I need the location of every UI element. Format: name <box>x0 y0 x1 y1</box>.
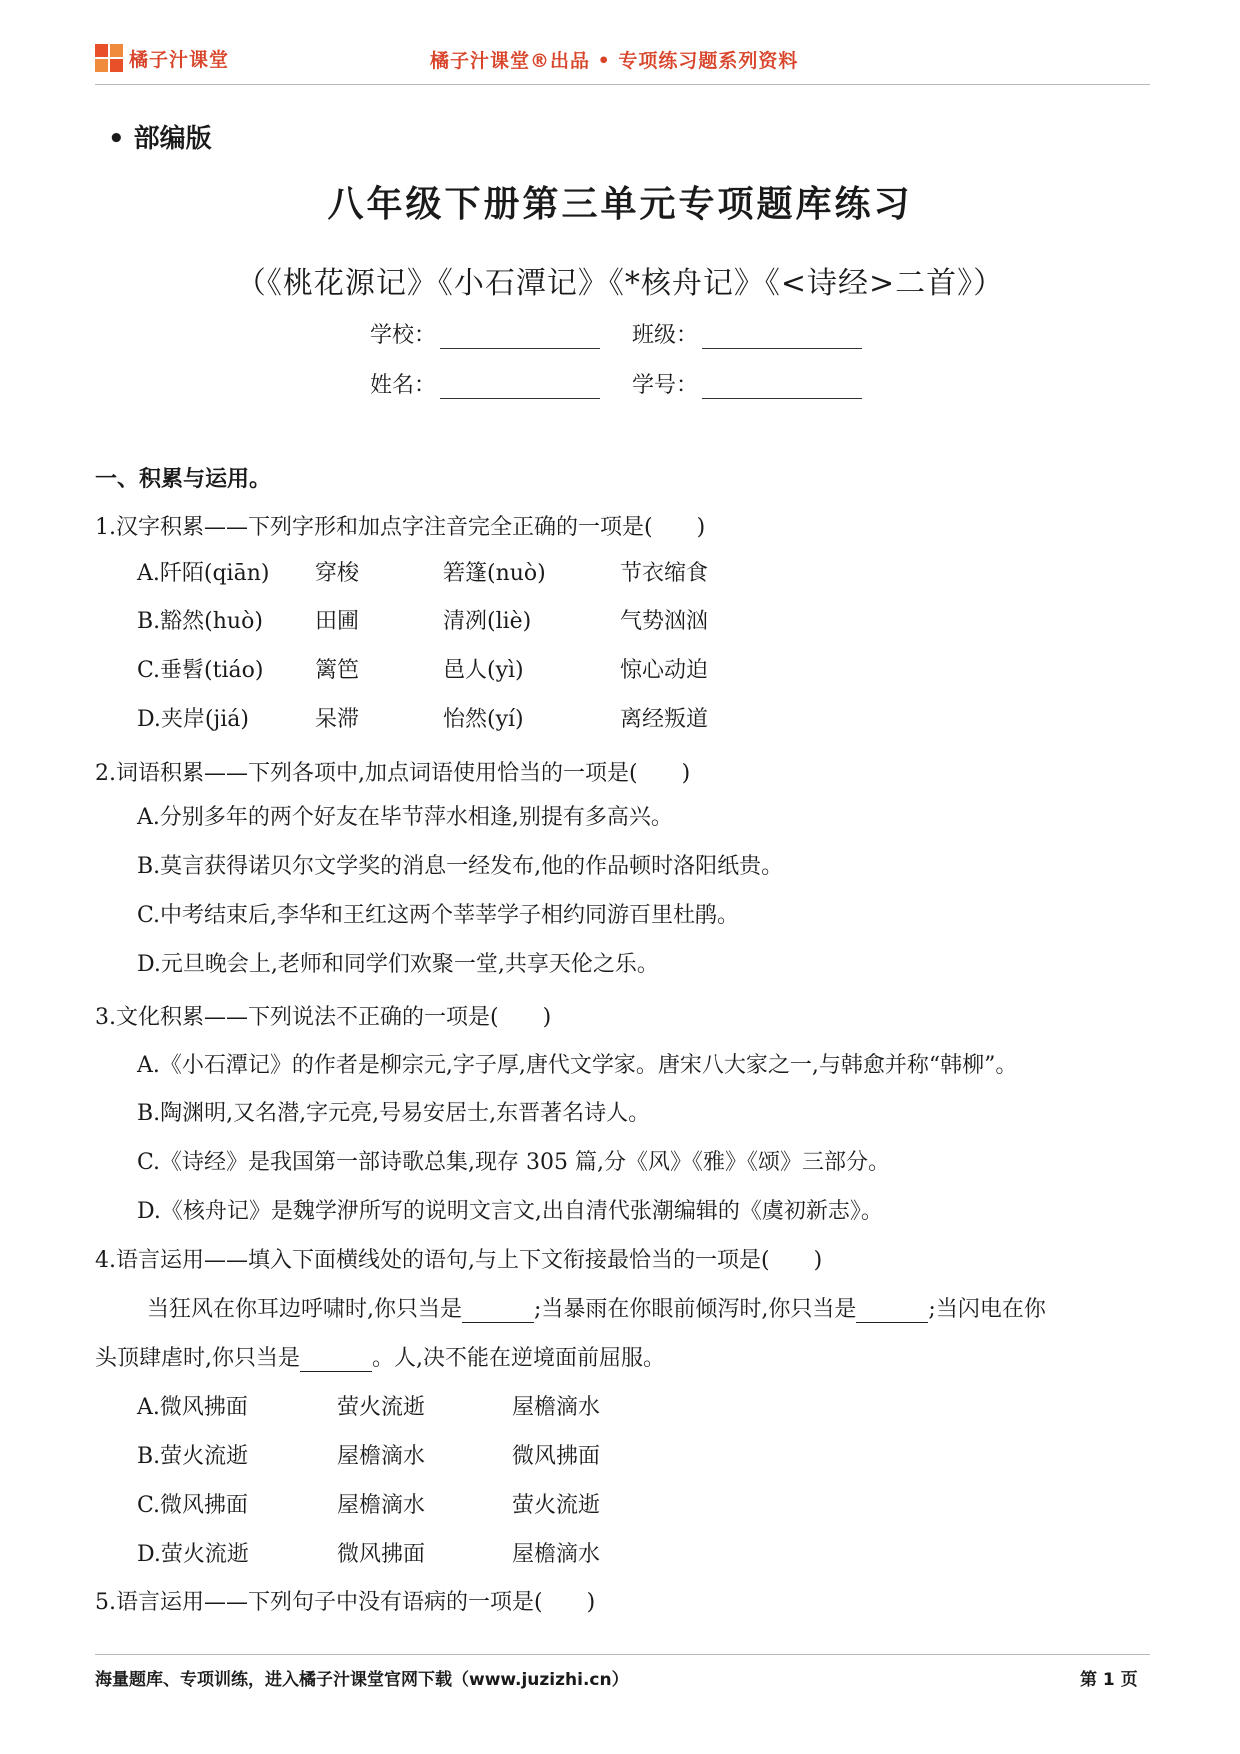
q4-blank-1 <box>462 1300 534 1323</box>
question-5-stem: 5.语言运用——下列句子中没有语病的一项是( ) <box>95 1590 596 1615</box>
number-label: 学号： <box>632 373 699 398</box>
q4-option-c-2: 屋檐滴水 <box>337 1493 426 1518</box>
school-field <box>370 318 600 349</box>
q3-option-b: B.陶渊明,又名潜,字元亮,号易安居士,东晋著名诗人。 <box>137 1101 651 1126</box>
q1-option-c-4: 惊心动迫 <box>620 658 709 683</box>
q4-option-a-2: 萤火流逝 <box>337 1395 426 1420</box>
q4-option-a-3: 屋檐滴水 <box>512 1395 601 1420</box>
q4-passage-line-2 <box>95 1341 665 1372</box>
header-tagline: 橘子汁课堂®出品 • 专项练习题系列资料 <box>430 50 799 72</box>
q1-option-a-1: A.阡陌(qiān) <box>137 561 270 586</box>
q4-option-c-1: C.微风拂面 <box>137 1493 249 1518</box>
number-blank <box>702 374 862 399</box>
name-blank <box>440 374 600 399</box>
q1-option-c-2: 篱笆 <box>315 658 360 683</box>
name-field <box>370 368 600 399</box>
q4-passage-line-1 <box>147 1292 1046 1323</box>
logo-icon <box>95 44 123 72</box>
q4-option-d-1: D.萤火流逝 <box>137 1542 249 1567</box>
q4-passage-2a: 头顶肆虐时,你只当是 <box>95 1346 300 1371</box>
q1-option-a-2: 穿梭 <box>315 561 360 586</box>
q4-option-b-3: 微风拂面 <box>512 1444 601 1469</box>
question-1-stem: 1.汉字积累——下列字形和加点字注音完全正确的一项是( ) <box>95 515 706 540</box>
section-heading: 一、积累与运用。 <box>95 467 272 492</box>
page-number: 第 1 页 <box>1080 1670 1138 1690</box>
logo-text: 橘子汁课堂 <box>129 48 230 71</box>
school-blank <box>440 324 600 349</box>
q1-option-c-3: 邑人(yì) <box>443 658 524 683</box>
header-divider <box>95 84 1150 85</box>
q1-option-d-1: D.夹岸(jiá) <box>137 707 249 732</box>
footer-text: 海量题库、专项训练，进入橘子汁课堂官网下载（www.juzizhi.cn） <box>95 1670 629 1690</box>
q4-blank-3 <box>300 1349 372 1372</box>
q2-option-c: C.中考结束后,李华和王红这两个莘莘学子相约同游百里杜鹃。 <box>137 903 740 928</box>
q2-option-a: A.分别多年的两个好友在毕节萍水相逢,别提有多高兴。 <box>137 805 673 830</box>
logo <box>95 44 229 72</box>
page-subtitle: （《桃花源记》《小石潭记》《*核舟记》《<诗经>二首》） <box>235 266 1005 301</box>
q4-blank-2 <box>856 1300 928 1323</box>
q1-option-b-3: 清冽(liè) <box>443 609 532 634</box>
q1-option-b-2: 田圃 <box>315 609 360 634</box>
q2-option-d: D.元旦晚会上,老师和同学们欢聚一堂,共享天伦之乐。 <box>137 952 659 977</box>
q4-option-b-1: B.萤火流逝 <box>137 1444 249 1469</box>
class-blank <box>702 324 862 349</box>
number-field <box>632 368 862 399</box>
q4-passage-1c: ;当闪电在你 <box>928 1297 1046 1322</box>
q2-option-b: B.莫言获得诺贝尔文学奖的消息一经发布,他的作品顿时洛阳纸贵。 <box>137 854 784 879</box>
q1-option-d-4: 离经叛道 <box>620 707 709 732</box>
q3-option-d: D.《核舟记》是魏学洢所写的说明文言文,出自清代张潮编辑的《虞初新志》。 <box>137 1199 883 1224</box>
q4-option-d-3: 屋檐滴水 <box>512 1542 601 1567</box>
q1-option-c-1: C.垂髫(tiáo) <box>137 658 264 683</box>
class-label: 班级： <box>632 323 699 348</box>
question-2-stem: 2.词语积累——下列各项中,加点词语使用恰当的一项是( ) <box>95 761 691 786</box>
school-label: 学校： <box>370 323 437 348</box>
q1-option-d-3: 怡然(yí) <box>443 707 524 732</box>
q1-option-d-2: 呆滞 <box>315 707 360 732</box>
question-3-stem: 3.文化积累——下列说法不正确的一项是( ) <box>95 1005 552 1030</box>
edition-label: • 部编版 <box>108 124 212 154</box>
name-label: 姓名： <box>370 373 437 398</box>
q4-passage-1a: 当狂风在你耳边呼啸时,你只当是 <box>147 1297 462 1322</box>
page-header <box>95 40 1150 84</box>
q4-option-c-3: 萤火流逝 <box>512 1493 601 1518</box>
q4-option-d-2: 微风拂面 <box>337 1542 426 1567</box>
q1-option-b-1: B.豁然(huò) <box>137 609 263 634</box>
q4-option-a-1: A.微风拂面 <box>137 1395 248 1420</box>
q4-passage-1b: ;当暴雨在你眼前倾泻时,你只当是 <box>534 1297 857 1322</box>
q4-passage-2b: 。人,决不能在逆境面前屈服。 <box>372 1346 665 1371</box>
page-title: 八年级下册第三单元专项题库练习 <box>327 184 913 225</box>
q4-option-b-2: 屋檐滴水 <box>337 1444 426 1469</box>
q1-option-a-4: 节衣缩食 <box>620 561 709 586</box>
q1-option-b-4: 气势汹汹 <box>620 609 709 634</box>
footer-divider <box>95 1654 1150 1655</box>
q1-option-a-3: 箬篷(nuò) <box>443 561 546 586</box>
q3-option-c: C.《诗经》是我国第一部诗歌总集,现存 305 篇,分《风》《雅》《颂》三部分。 <box>137 1150 891 1175</box>
question-4-stem: 4.语言运用——填入下面横线处的语句,与上下文衔接最恰当的一项是( ) <box>95 1248 823 1273</box>
q3-option-a: A.《小石潭记》的作者是柳宗元,字子厚,唐代文学家。唐宋八大家之一,与韩愈并称“韩柳”。 <box>137 1053 1018 1078</box>
class-field <box>632 318 862 349</box>
